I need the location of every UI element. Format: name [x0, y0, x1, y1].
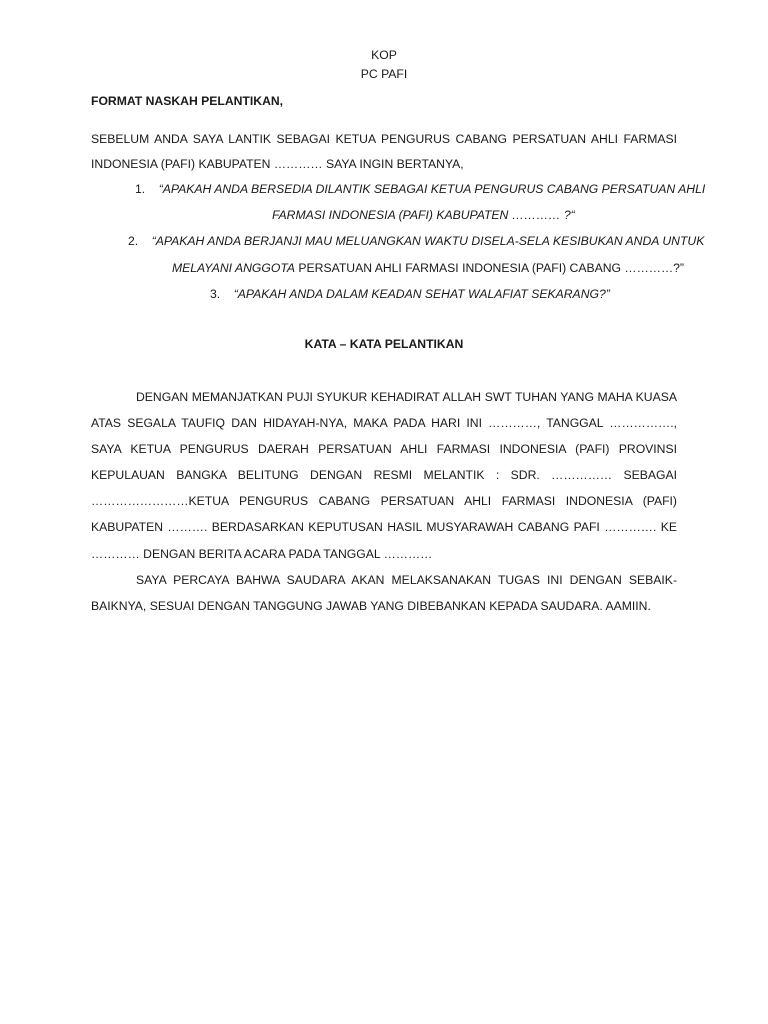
question-1-number: 1.	[135, 182, 146, 196]
inauguration-text	[91, 384, 677, 619]
organization-name: PC PAFI	[360, 67, 408, 81]
intro-paragraph: SEBELUM ANDA SAYA LANTIK SEBAGAI KETUA PENGURUS CABANG PERSATUAN AHLI FARMASI INDONESIA (PAFI) KABUPATEN ………… SAYA INGIN BERTANYA,	[91, 132, 677, 171]
question-2-text-italic: MELAYANI ANGGOTA	[172, 261, 296, 275]
question-2-line-1	[128, 234, 704, 248]
letterhead	[0, 46, 768, 84]
section-title: KATA – KATA PELANTIKAN	[304, 337, 464, 351]
inauguration-paragraph-1: DENGAN MEMANJATKAN PUJI SYUKUR KEHADIRAT ALLAH SWT TUHAN YANG MAHA KUASA ATAS SEGALA TAUFIQ DAN HIDAYAH-NYA, MAKA PADA HARI INI …………, TANGGAL ……………., SAYA KETUA PENGURUS DAERAH PERSATUAN AHLI FARMASI INDONESIA (PAFI) PROVINSI KEPULAUAN BANGKA BELITUNG DENGAN RESMI MELANTIK : SDR. …………… SEBAGAI ……………………KETUA PENGURUS CABANG PERSATUAN AHLI FARMASI INDONESIA (PAFI) KABUPATEN ………. BERDASARKAN KEPUTUSAN HASIL MUSYARAWAH CABANG PAFI …………. KE ………… DENGAN BERITA ACARA PADA TANGGAL …………	[91, 390, 677, 561]
question-2-text: “APAKAH ANDA BERJANJI MAU MELUANGKAN WAKTU DISELA-SELA KESIBUKAN ANDA UNTUK	[151, 234, 705, 248]
question-1-line-2	[272, 208, 575, 222]
question-1-text: “APAKAH ANDA BERSEDIA DILANTIK SEBAGAI KETUA PENGURUS CABANG PERSATUAN AHLI	[158, 182, 706, 196]
question-3-number: 3.	[210, 287, 221, 301]
question-2-text-plain: PERSATUAN AHLI FARMASI INDONESIA (PAFI) CABANG …………?”	[295, 261, 684, 275]
question-3-text: “APAKAH ANDA DALAM KEADAN SEHAT WALAFIAT SEKARANG?”	[233, 287, 610, 301]
question-2-line-2	[172, 261, 684, 275]
inauguration-paragraph-2: SAYA PERCAYA BAHWA SAUDARA AKAN MELAKSANAKAN TUGAS INI DENGAN SEBAIK-BAIKNYA, SESUAI DENGAN TANGGUNG JAWAB YANG DIBEBANKAN KEPADA SAUDARA. AAMIIN.	[91, 572, 677, 613]
question-2-number: 2.	[128, 234, 139, 248]
question-1-text-cont: FARMASI INDONESIA (PAFI) KABUPATEN ………… ?“	[272, 208, 575, 222]
question-3-line-1	[210, 287, 610, 301]
format-title: FORMAT NASKAH PELANTIKAN,	[91, 94, 284, 108]
kop-label: KOP	[371, 48, 397, 62]
question-1-line-1	[135, 182, 705, 196]
